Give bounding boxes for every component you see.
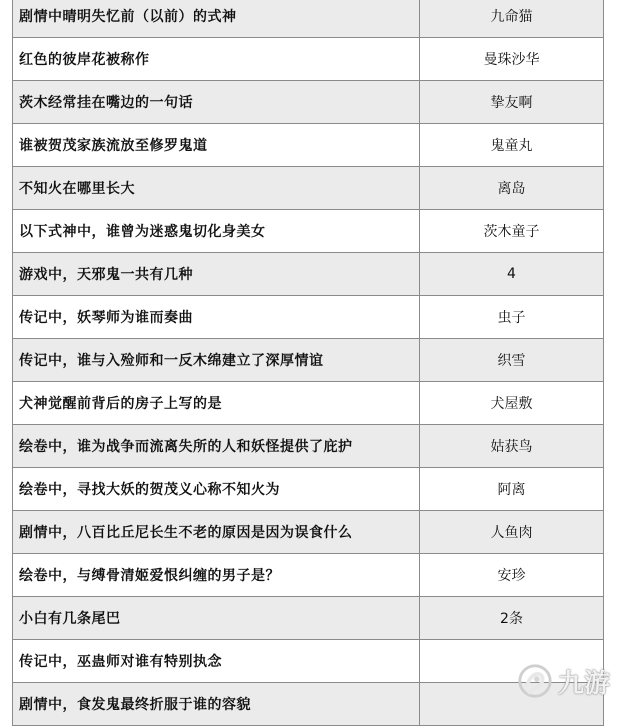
question-cell: 剧情中，食发鬼最终折服于谁的容貌 bbox=[13, 683, 420, 726]
watermark bbox=[516, 662, 610, 700]
question-cell: 传记中，巫蛊师对谁有特别执念 bbox=[13, 640, 420, 683]
table-row bbox=[13, 511, 604, 554]
table-row bbox=[13, 683, 604, 726]
question-cell: 剧情中，八百比丘尼长生不老的原因是因为误食什么 bbox=[13, 511, 420, 554]
qa-table bbox=[12, 0, 604, 726]
question-cell: 游戏中，天邪鬼一共有几种 bbox=[13, 253, 420, 296]
nine-game-logo-icon bbox=[516, 662, 554, 700]
answer-cell: 4 bbox=[420, 253, 604, 296]
answer-cell: 姑获鸟 bbox=[420, 425, 604, 468]
table-row bbox=[13, 81, 604, 124]
table-row bbox=[13, 0, 604, 38]
table-row bbox=[13, 640, 604, 683]
answer-cell: 曼珠沙华 bbox=[420, 38, 604, 81]
table-row bbox=[13, 38, 604, 81]
answer-cell: 犬屋敷 bbox=[420, 382, 604, 425]
table-row bbox=[13, 382, 604, 425]
question-cell: 不知火在哪里长大 bbox=[13, 167, 420, 210]
answer-cell: 鬼童丸 bbox=[420, 124, 604, 167]
table-row bbox=[13, 425, 604, 468]
answer-cell: 茨木童子 bbox=[420, 210, 604, 253]
answer-cell: 离岛 bbox=[420, 167, 604, 210]
table-row bbox=[13, 253, 604, 296]
answer-cell: 九命猫 bbox=[420, 0, 604, 38]
answer-cell: 阿离 bbox=[420, 468, 604, 511]
question-cell: 谁被贺茂家族流放至修罗鬼道 bbox=[13, 124, 420, 167]
table-row bbox=[13, 597, 604, 640]
watermark-text: 九游 bbox=[557, 668, 610, 699]
answer-cell: 人鱼肉 bbox=[420, 511, 604, 554]
question-cell: 绘卷中，与缚骨清姬爱恨纠缠的男子是？ bbox=[13, 554, 420, 597]
question-cell: 传记中，谁与入殓师和一反木绵建立了深厚情谊 bbox=[13, 339, 420, 382]
table-row bbox=[13, 468, 604, 511]
question-cell: 犬神觉醒前背后的房子上写的是 bbox=[13, 382, 420, 425]
answer-cell: 安珍 bbox=[420, 554, 604, 597]
question-cell: 茨木经常挂在嘴边的一句话 bbox=[13, 81, 420, 124]
table-row bbox=[13, 167, 604, 210]
question-cell: 绘卷中，寻找大妖的贺茂义心称不知火为 bbox=[13, 468, 420, 511]
question-cell: 以下式神中，谁曾为迷惑鬼切化身美女 bbox=[13, 210, 420, 253]
table-row bbox=[13, 339, 604, 382]
table-row bbox=[13, 554, 604, 597]
question-cell: 红色的彼岸花被称作 bbox=[13, 38, 420, 81]
answer-cell: 虫子 bbox=[420, 296, 604, 339]
question-cell: 绘卷中，谁为战争而流离失所的人和妖怪提供了庇护 bbox=[13, 425, 420, 468]
table-row bbox=[13, 124, 604, 167]
question-cell: 小白有几条尾巴 bbox=[13, 597, 420, 640]
question-cell: 剧情中晴明失忆前（以前）的式神 bbox=[13, 0, 420, 38]
answer-cell: 挚友啊 bbox=[420, 81, 604, 124]
answer-cell: 织雪 bbox=[420, 339, 604, 382]
answer-cell: 2条 bbox=[420, 597, 604, 640]
question-cell: 传记中，妖琴师为谁而奏曲 bbox=[13, 296, 420, 339]
table-row bbox=[13, 210, 604, 253]
table-row bbox=[13, 296, 604, 339]
